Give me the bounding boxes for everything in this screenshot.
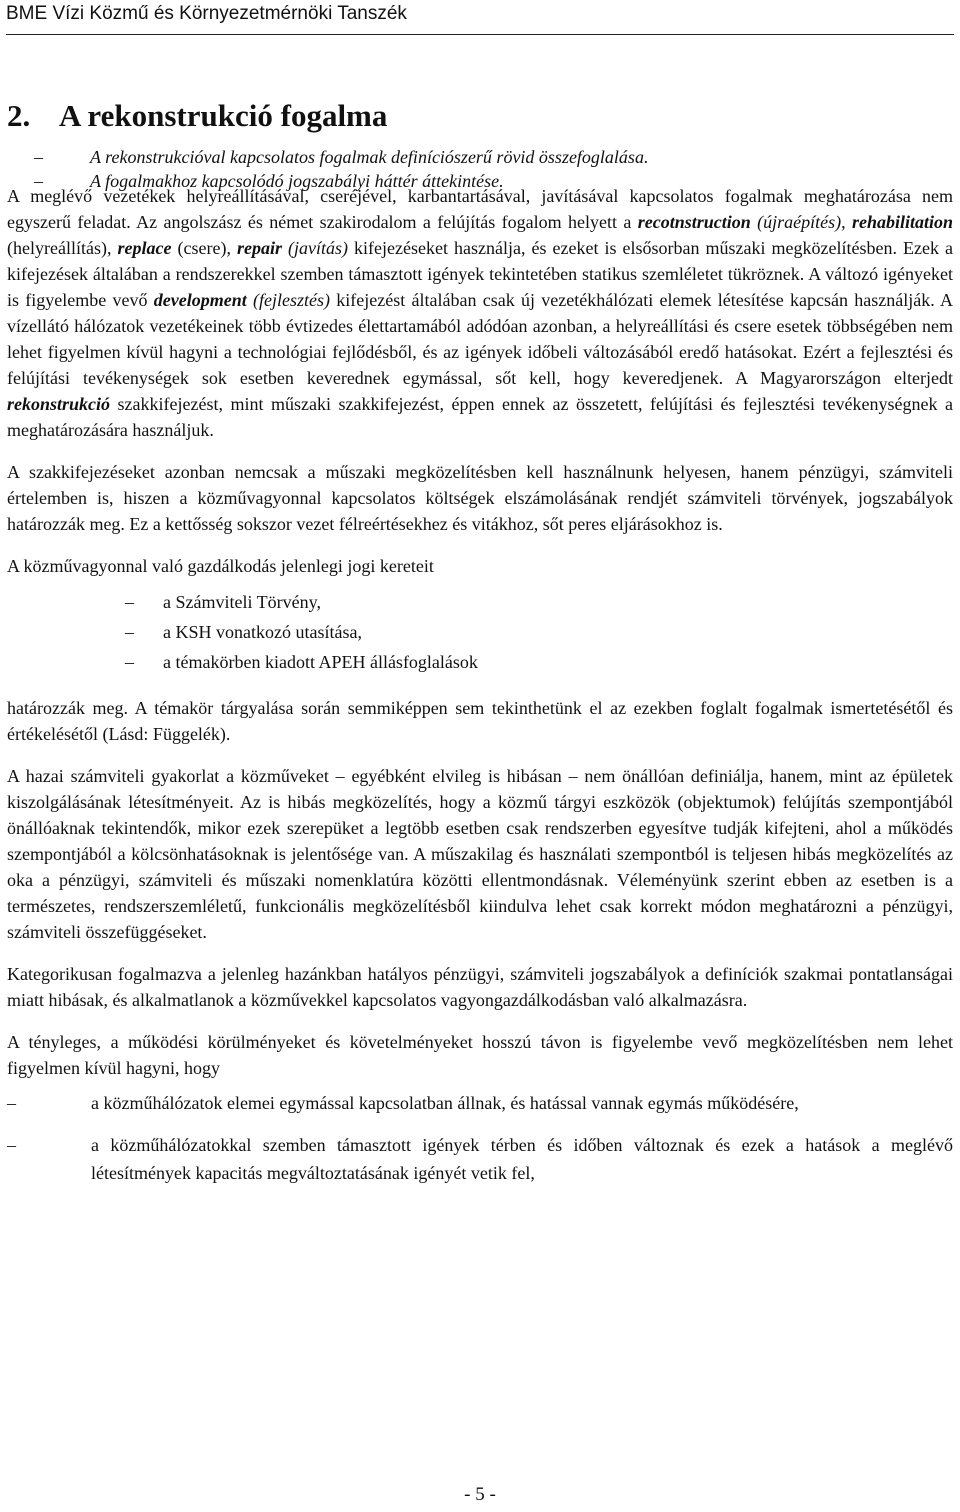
list-item-text: a témakörben kiadott APEH állásfoglalások bbox=[163, 652, 478, 672]
list-item bbox=[7, 1089, 953, 1117]
term-reconstruction: recotnstruction bbox=[637, 212, 751, 232]
page-number: - 5 - bbox=[464, 1484, 496, 1505]
list-item bbox=[125, 617, 953, 647]
intro-item bbox=[34, 145, 914, 169]
section-number: 2. bbox=[7, 98, 31, 133]
paragraph-6: Kategorikusan fogalmazva a jelenleg hazánkban hatályos pénzügyi, számviteli jogszabályok a definíciók szakmai pontatlanságai miatt hibásak, és alkalmatlanok a közművekkel kapcsolatos vagyongazdálkodásban való alkalmazásra. bbox=[7, 964, 953, 1010]
term-repair-translation: (javítás) bbox=[281, 238, 348, 258]
dash-bullet: – bbox=[34, 171, 43, 191]
term-rekonstrukcio: rekonstrukció bbox=[7, 394, 111, 414]
section-title-text: A rekonstrukció fogalma bbox=[59, 98, 388, 133]
paragraph-7: A tényleges, a működési körülményeket és követelményeket hosszú távon is figyelembe vevő megközelítésben nem lehet figyelmen kívül hagyni, hogy bbox=[7, 1032, 953, 1078]
paragraph-5: A hazai számviteli gyakorlat a közműveket – egyébként elvileg is hibásan – nem önállóan definiálja, hanem, mint az épületek kiszolgálásának létesítményeit. Az is hibás megközelítés, hogy a közmű tárgyi eszközök (objektumok) felújítás szempontjából önállóaknak tekintendők, mikor ezek szerepüket a legtöbb esetben csak rendszerben egyesítve tudják kifejteni, ahol a működés szempontjából a kölcsönhatásoknak is jelentősége van. A műszakilag és használati szempontból is teljesen hibás megközelítés az oka a pénzügyi, számviteli és műszaki nomenklatúra közötti ellentmondásnak. Véleményünk szerint ebben az esetben is a természetes, rendszerszemléletű, funkcionális megközelítésből kiindulva lehet csak korrekt módon meghatározni a pénzügyi, számviteli összefüggéseket. bbox=[7, 766, 953, 942]
p1-text-b: kifejezéseket használja, és ezeket is elsősorban műszaki megközelítésben. Ezek a kifejezések általában a rendszerekkel szemben támasztott igények tekintetében statikus szemléletet tükröznek. A változó igényeket is figyelembe vevő bbox=[7, 238, 953, 310]
p1-text-c: kifejezést általában csak új vezetékhálózati elemek létesítése kapcsán használják. A vízellátó hálózatok vezetékeinek több évtizedes élettartamából adódóan azonban, a helyreállítási és csere esetek többségében nem lehet figyelmen kívül hagyni a technológiai fejlődésből, és az igények időbeli változásából eredő hatásokat. Ezért a fejlesztési és felújítási tevékenységek sok esetben keverednek egymással, sőt kell, hogy keveredjenek. A Magyarországon elterjedt bbox=[7, 290, 953, 388]
section-title bbox=[7, 96, 387, 136]
paragraph-1 bbox=[7, 183, 953, 443]
paragraph-3: A közművagyonnal való gazdálkodás jelenlegi jogi kereteit bbox=[7, 556, 434, 576]
term-rehabilitation-translation: (helyreállítás) bbox=[7, 238, 107, 258]
intro-item-text: A rekonstrukcióval kapcsolatos fogalmak definíciószerű rövid összefoglalása. bbox=[90, 147, 649, 167]
list-item bbox=[125, 587, 953, 617]
dash-bullet: – bbox=[7, 1093, 16, 1113]
paragraph-2: A szakkifejezéseket azonban nemcsak a műszaki megközelítésben kell használnunk helyesen, hanem pénzügyi, számviteli értelemben is, hiszen a közművagyonnal kapcsolatos költségek elszámolásának rendjét számviteli törvények, jogszabályok határozzák meg. Ez a kettősség sokszor vezet félreértésekhez és vitákhoz, sőt peres eljárásokhoz is. bbox=[7, 462, 953, 534]
p1-text-d: szakkifejezést, mint műszaki szakkifejezést, éppen ennek az összetett, felújítási és fejlesztési tevékenységnek a meghatározására használjuk. bbox=[7, 394, 953, 440]
conditions-list bbox=[7, 1089, 953, 1187]
term-replace: replace bbox=[117, 238, 172, 258]
dash-bullet: – bbox=[125, 622, 134, 642]
separator: , bbox=[226, 238, 237, 258]
separator: , bbox=[106, 238, 118, 258]
term-development: development bbox=[153, 290, 247, 310]
list-item-text: a közműhálózatokkal szemben támasztott igények térben és időben változnak és ezek a hatások a meglévő létesítmények kapacitás megváltoztatásának igényét vetik fel, bbox=[91, 1135, 953, 1183]
dash-bullet: – bbox=[34, 147, 43, 167]
term-replace-translation: (csere) bbox=[171, 238, 227, 258]
paragraph-4: határozzák meg. A témakör tárgyalása során semmiképpen sem tekinthetünk el az ezekben foglalt fogalmak ismertetésétől és értékelésétől (Lásd: Függelék). bbox=[7, 698, 953, 744]
document-body bbox=[7, 183, 953, 1201]
term-rehabilitation: rehabilitation bbox=[851, 212, 954, 232]
term-repair: repair bbox=[236, 238, 282, 258]
list-item-text: a közműhálózatok elemei egymással kapcsolatban állnak, és hatással vannak egymás működésére, bbox=[91, 1093, 799, 1113]
page-header: BME Vízi Közmű és Környezetmérnöki Tanszék bbox=[6, 3, 407, 24]
p1-text-a: A meglévő vezetékek helyreállításával, cseréjével, karbantartásával, javításával kapcsolatos fogalmak meghatározása nem egyszerű feladat. Az angolszász és német szakirodalom a felújítás fogalom helyett a bbox=[7, 186, 953, 232]
term-reconstruction-translation: (újraépítés) bbox=[750, 212, 842, 232]
list-item-text: a Számviteli Törvény, bbox=[163, 592, 321, 612]
dash-bullet: – bbox=[7, 1135, 16, 1155]
intro-item-text: A fogalmakhoz kapcsolódó jogszabályi háttér áttekintése. bbox=[90, 171, 504, 191]
list-item bbox=[7, 1131, 953, 1187]
list-item-text: a KSH vonatkozó utasítása, bbox=[163, 622, 362, 642]
legal-framework-list bbox=[7, 587, 953, 677]
dash-bullet: – bbox=[125, 652, 134, 672]
header-divider bbox=[6, 34, 954, 35]
dash-bullet: – bbox=[125, 592, 134, 612]
list-item bbox=[125, 647, 953, 677]
separator: , bbox=[841, 212, 852, 232]
term-development-translation: (fejlesztés) bbox=[246, 290, 331, 310]
